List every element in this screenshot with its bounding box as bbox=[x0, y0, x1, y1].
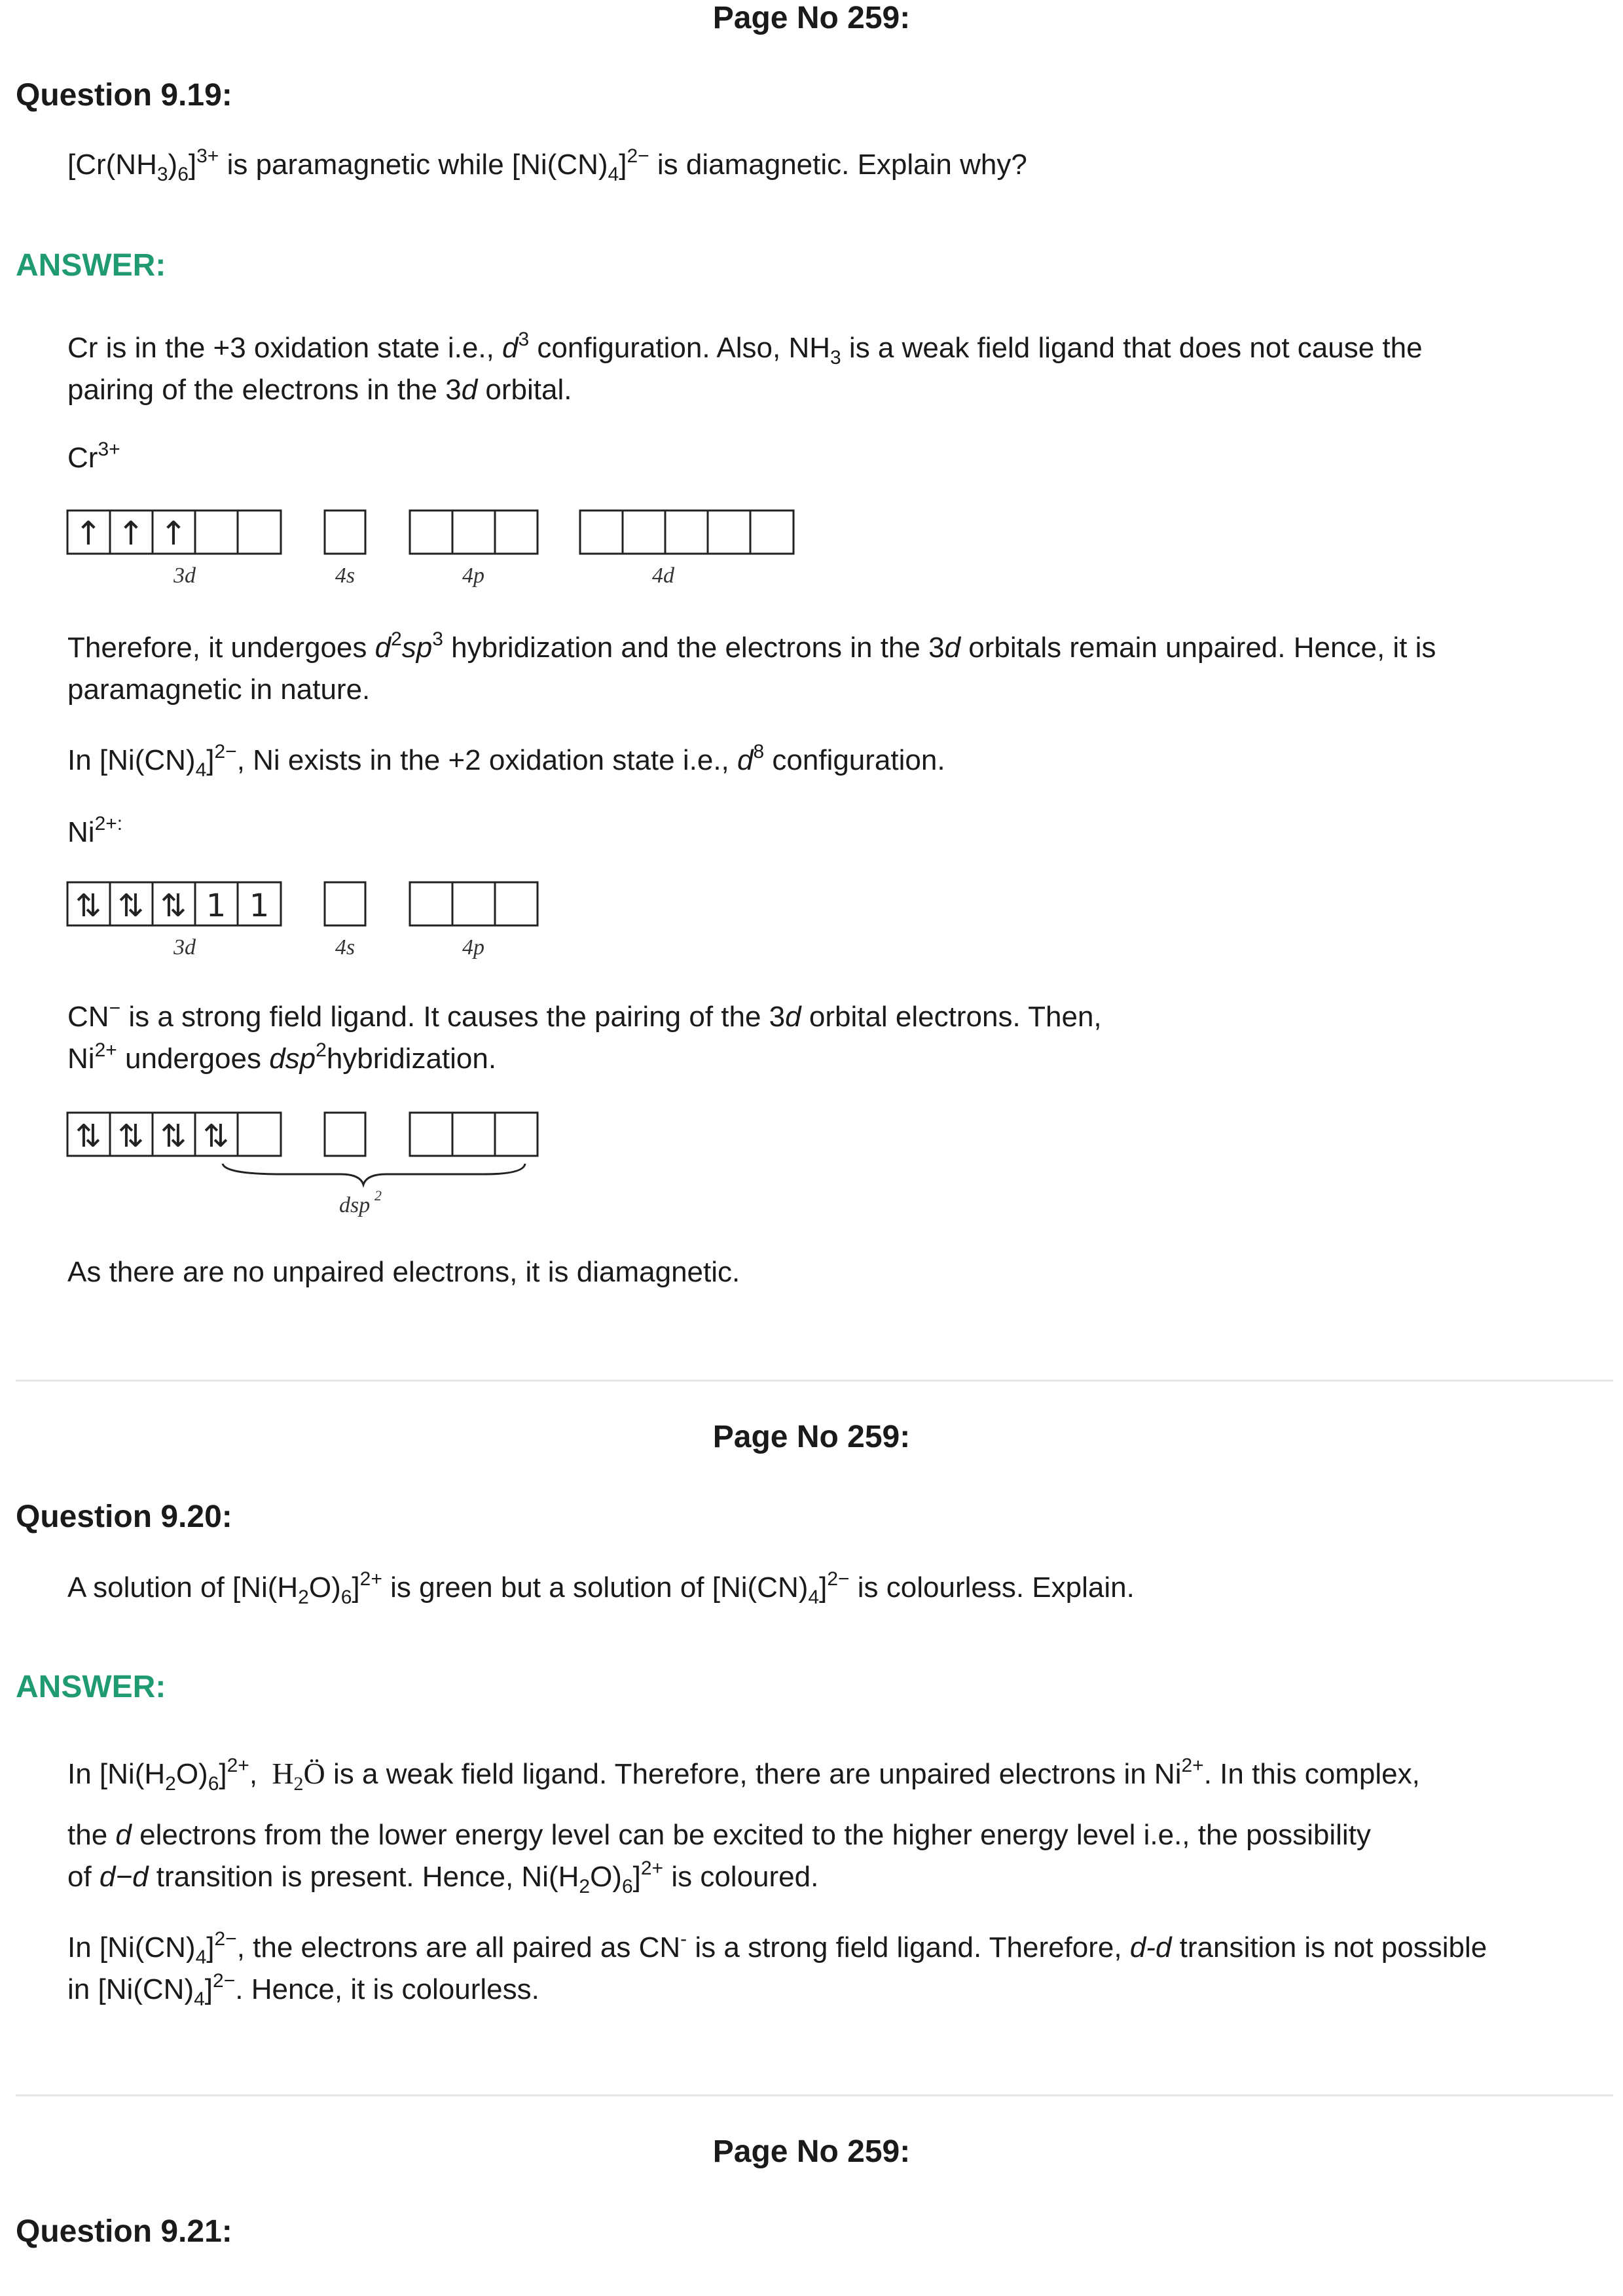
answer-label: ANSWER: bbox=[16, 1670, 166, 1704]
orbital-label: 4d bbox=[652, 564, 674, 588]
ion-label: $Ni^{2+:}$ bbox=[67, 813, 123, 848]
divider bbox=[16, 1380, 1613, 1382]
answer-paragraph: CN− is a strong field ligand. It causes the pairing of the 3d orbital electrons. Then, $Ni^{2+}$ undergoes dsp$^2$hybridization. bbox=[67, 997, 1102, 1075]
up-arrow: ↑ bbox=[160, 514, 187, 552]
orbital-label: 3d bbox=[173, 564, 196, 588]
paired-arrows: ⇅ bbox=[75, 888, 102, 924]
orbital-label: 4s bbox=[335, 935, 356, 960]
question-title: Question 9.20: bbox=[16, 1499, 232, 1534]
paired-arrows: ⇅ bbox=[117, 888, 145, 924]
answer-paragraph: Cr is in the +3 oxidation state i.e., $d^3$ configuration. Also, $NH_3$ is a weak field ligand that does not cause the pairing of the electrons in the 3d orbital. bbox=[67, 329, 1423, 406]
orbital-label: 4p bbox=[462, 564, 484, 588]
question-text: $[Cr(NH_3)_6]^{3+}$ is paramagnetic while $[Ni(CN)_4]^{2-}$ is diamagnetic. Explain why? bbox=[67, 145, 1027, 185]
question-title: Question 9.21: bbox=[16, 2214, 232, 2249]
hybrid-label: dsp bbox=[339, 1193, 371, 1217]
orbital-diagram-dsp2 bbox=[65, 1106, 563, 1230]
answer-paragraph: In $[Ni(H_2O)_6]^{2+}$, $H_2Ö$ is a weak field ligand. Therefore, there are unpaired electrons in $Ni^{2+}$. In this complex, bbox=[67, 1755, 1420, 1795]
orbital-label: 4s bbox=[335, 564, 356, 588]
answer-paragraph: In $[Ni(CN)_4]^{2-}$, Ni exists in the +2 oxidation state i.e., $d^8$ configuration. bbox=[67, 741, 945, 781]
single-arrow: 1 bbox=[249, 888, 270, 924]
answer-paragraph: In $[Ni(CN)_4]^{2-}$, the electrons are all paired as CN- is a strong field ligand. Therefore, d-d transition is not possible in $[Ni(CN)_4]^{2-}$. Hence, it is colourless. bbox=[67, 1928, 1487, 2010]
orbital-label: 3d bbox=[173, 935, 196, 960]
question-title: Question 9.19: bbox=[16, 78, 232, 113]
paired-arrows: ⇅ bbox=[202, 1118, 230, 1155]
ion-label: $Cr^{3+}$ bbox=[67, 439, 120, 474]
answer-paragraph: As there are no unpaired electrons, it is diamagnetic. bbox=[67, 1256, 740, 1288]
hybrid-label-sup: 2 bbox=[374, 1187, 382, 1204]
up-arrow: ↑ bbox=[117, 514, 145, 552]
paired-arrows: ⇅ bbox=[160, 888, 187, 924]
up-arrow: ↑ bbox=[75, 514, 102, 552]
question-text: A solution of $[Ni(H_2O)_6]^{2+}$ is green but a solution of $[Ni(CN)_4]^{2-}$ is colourless. Explain. bbox=[67, 1568, 1135, 1608]
paired-arrows: ⇅ bbox=[117, 1118, 145, 1155]
page-label: Page No 259: bbox=[712, 1420, 911, 1454]
single-arrow: 1 bbox=[206, 888, 227, 924]
answer-paragraph: Therefore, it undergoes $d^2sp^3$ hybridization and the electrons in the 3d orbitals remain unpaired. Hence, it is paramagnetic in nature. bbox=[67, 628, 1436, 706]
answer-paragraph: the d electrons from the lower energy level can be excited to the higher energy level i.e., the possibility of d−d transition is present. Hence, $Ni(H_2O)_6]^{2+}$ is coloured. bbox=[67, 1819, 1371, 1897]
page-label: Page No 259: bbox=[712, 1, 911, 35]
orbital-label: 4p bbox=[462, 935, 484, 960]
orbital-diagram-cr3plus bbox=[65, 504, 825, 602]
orbital-diagram-ni2plus bbox=[65, 876, 563, 974]
divider bbox=[16, 2094, 1613, 2096]
answer-label: ANSWER: bbox=[16, 248, 166, 283]
page-label: Page No 259: bbox=[712, 2134, 911, 2169]
paired-arrows: ⇅ bbox=[75, 1118, 102, 1155]
paired-arrows: ⇅ bbox=[160, 1118, 187, 1155]
